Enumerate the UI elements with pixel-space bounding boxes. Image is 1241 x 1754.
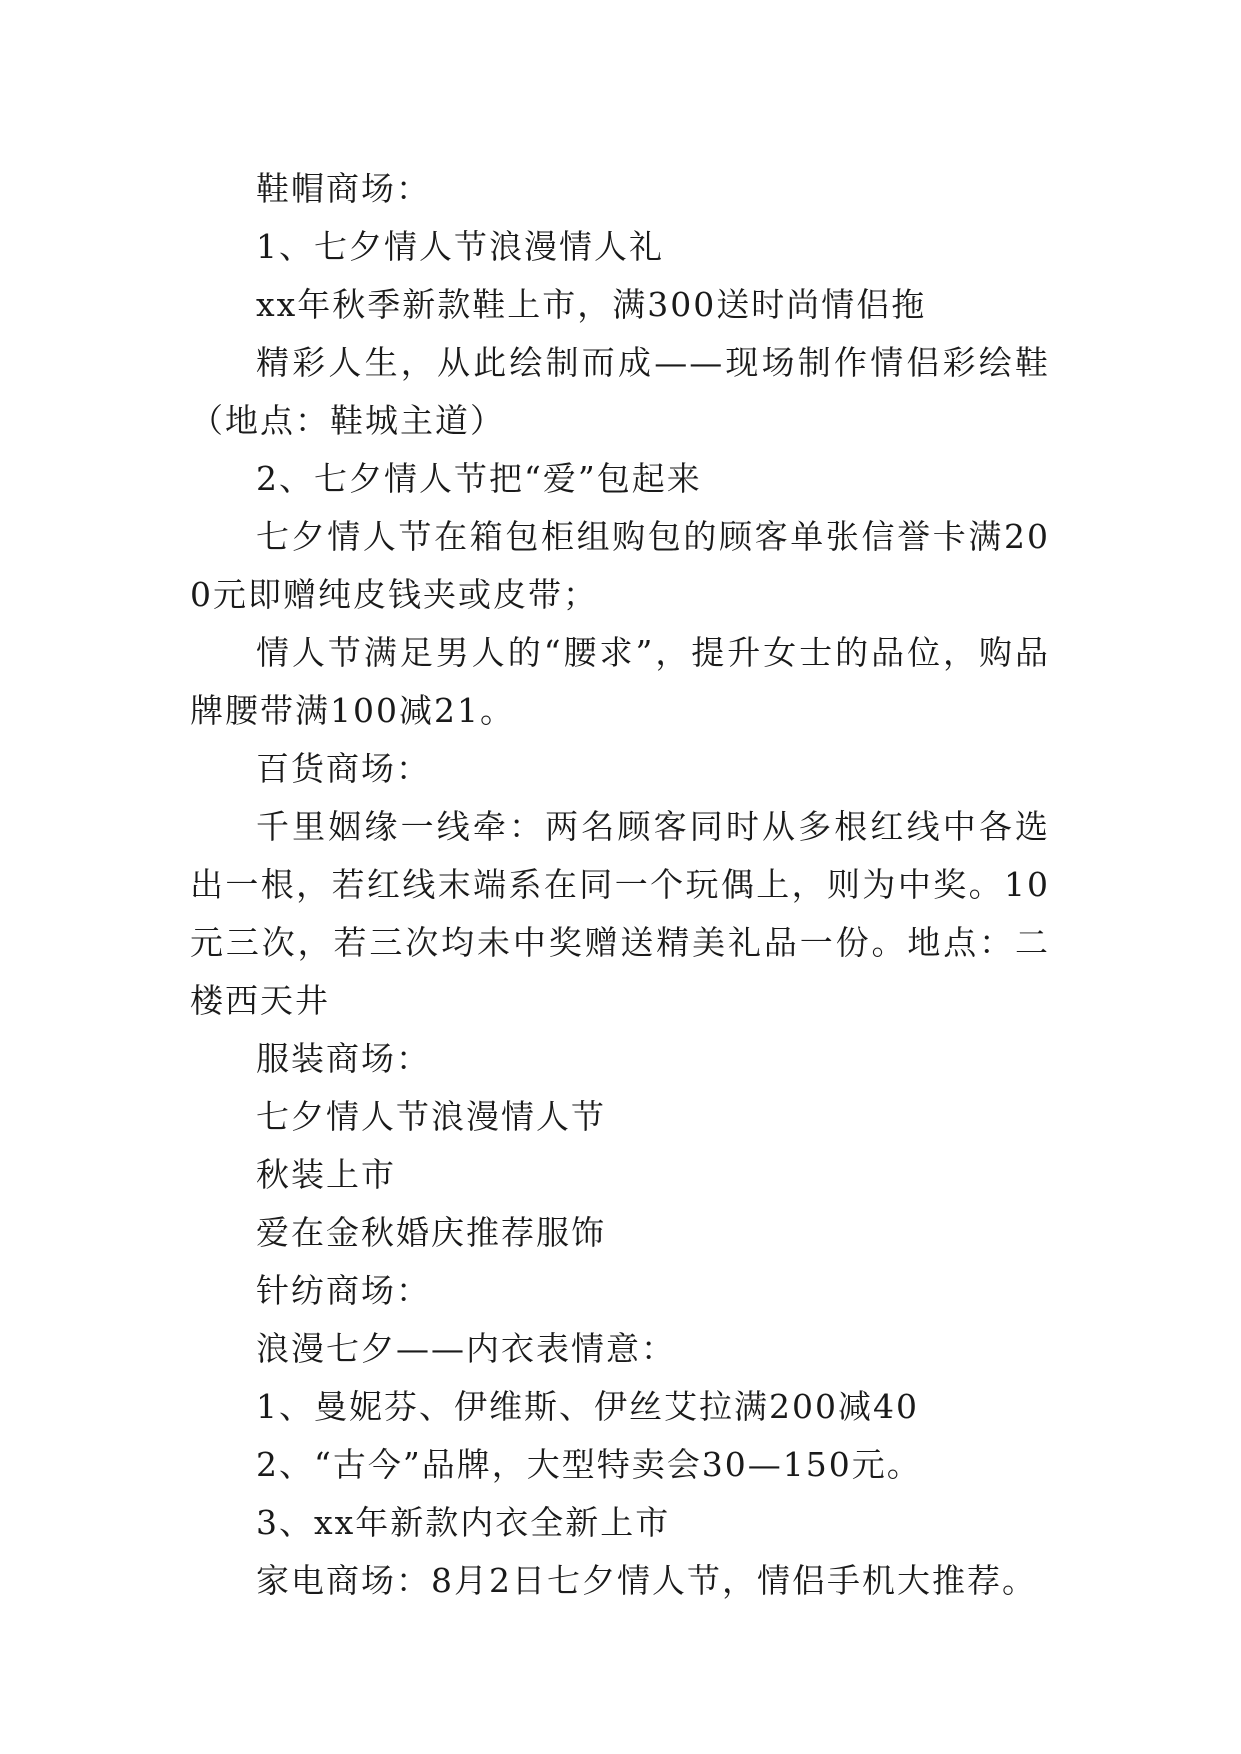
paragraph: 2、“古今”品牌，大型特卖会30—150元。	[256, 1445, 922, 1484]
paragraph: 情人节满足男人的“腰求”，提升女士的品位，购品牌腰带满100减21。	[190, 633, 1050, 730]
heading-shoes-hats: 鞋帽商场：	[256, 169, 431, 208]
paragraph: 爱在金秋婚庆推荐服饰	[256, 1213, 606, 1252]
paragraph-appliances: 家电商场：8月2日七夕情人节，情侣手机大推荐。	[256, 1561, 1037, 1600]
heading-clothing: 服装商场：	[256, 1039, 431, 1078]
paragraph: 1、七夕情人节浪漫情人礼	[256, 227, 664, 266]
paragraph: 3、xx年新款内衣全新上市	[256, 1503, 671, 1542]
document-body	[190, 160, 1050, 1610]
paragraph: 1、曼妮芬、伊维斯、伊丝艾拉满200减40	[256, 1387, 919, 1426]
paragraph: 浪漫七夕——内衣表情意：	[256, 1329, 676, 1368]
heading-textiles: 针纺商场：	[256, 1271, 431, 1310]
paragraph: xx年秋季新款鞋上市，满300送时尚情侣拖	[256, 285, 927, 324]
paragraph: 2、七夕情人节把“爱”包起来	[256, 459, 702, 498]
paragraph: 七夕情人节浪漫情人节	[256, 1097, 606, 1136]
paragraph: 七夕情人节在箱包柜组购包的顾客单张信誉卡满200元即赠纯皮钱夹或皮带；	[190, 517, 1050, 614]
heading-department-store: 百货商场：	[256, 749, 431, 788]
paragraph: 秋装上市	[256, 1155, 396, 1194]
paragraph: 千里姻缘一线牵：两名顾客同时从多根红线中各选出一根，若红线末端系在同一个玩偶上，则为中奖。10元三次，若三次均未中奖赠送精美礼品一份。地点：二楼西天井	[190, 807, 1050, 1020]
paragraph: 精彩人生，从此绘制而成——现场制作情侣彩绘鞋（地点：鞋城主道）	[190, 343, 1050, 440]
